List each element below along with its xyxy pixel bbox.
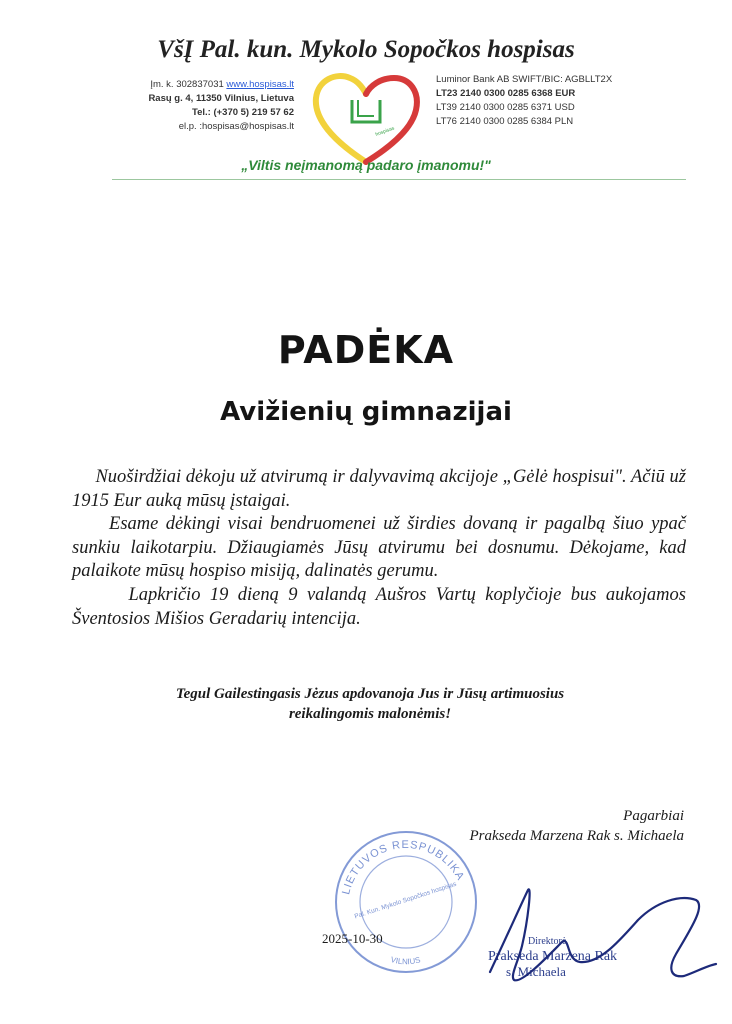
phone: Tel.: (+370 5) 219 57 62 (191, 107, 294, 118)
header-divider (112, 179, 686, 180)
paragraph-3: Lapkričio 19 dieną 9 valandą Aušros Vartų koplyčioje bus aukojamos Šventosios Mišios Geradarių intencija. (72, 584, 686, 629)
blessing-line-1: Tegul Gailestingasis Jėzus apdovanoja Jus ir Jūsų artimuosius (175, 686, 565, 702)
stamp-name: Prakseda Marzena Rak (488, 949, 618, 964)
date: 2025-10-30 (322, 931, 383, 946)
stamp-role: Direktorė (528, 936, 567, 947)
seal-bottom-text: VILNIUS (389, 954, 422, 967)
blessing (100, 684, 640, 724)
signer-name: Prakseda Marzena Rak s. Michaela (469, 828, 684, 844)
svg-text:VILNIUS (390, 955, 422, 966)
iban-pln: LT76 2140 0300 0285 6384 PLN (436, 116, 574, 127)
iban-eur: LT23 2140 0300 0285 6368 EUR (436, 88, 576, 99)
contact-block (148, 78, 294, 134)
iban-usd: LT39 2140 0300 0285 6371 USD (436, 102, 575, 113)
letter-body (72, 466, 686, 631)
stamp-name-2: s. Michaela (506, 964, 566, 979)
blessing-line-2: reikalingomis malonėmis! (288, 706, 452, 722)
paragraph-1: Nuoširdžiai dėkoju už atvirumą ir dalyvavimą akcijoje „Gėlė hospisui". Ačiū už 1915 Eur auką mūsų įstaigai. (72, 467, 687, 511)
regards: Pagarbiai (623, 808, 684, 824)
logo-text: hospisas (374, 125, 396, 138)
address: Rasų g. 4, 11350 Vilnius, Lietuva (148, 93, 294, 104)
company-code: Įm. k. 302837031 (150, 79, 224, 90)
website-link[interactable]: www.hospisas.lt (226, 79, 294, 90)
heart-logo-icon (302, 66, 430, 166)
document-title: PADĖKA (277, 328, 455, 372)
seal-inner-text: Pal. Kun. Mykolo Sopočkos hospisas (353, 880, 458, 921)
paragraph-2: Esame dėkingi visai bendruomenei už širdies dovaną ir pagalbą šiuo ypač sunkiu laikotarpiu. Džiaugiamės Jūsų atvirumu bei dosnumu. Dėkojame, kad palaikote mūsų hospiso misiją, dalinatės gerumu. (72, 514, 686, 582)
bank-details (436, 73, 612, 129)
handwritten-signature-icon (470, 880, 720, 990)
email: el.p. :hospisas@hospisas.lt (178, 121, 294, 132)
seal-outer-text: LIETUVOS RESPUBLIKA (340, 838, 467, 896)
motto: „Viltis neįmanomą padaro įmanomu!" (241, 157, 491, 173)
official-seal-icon (332, 826, 480, 974)
bank-line: Luminor Bank AB SWIFT/BIC: AGBLLT2X (436, 74, 613, 85)
recipient: Avižienių gimnazijai (220, 397, 512, 427)
closing (469, 806, 684, 846)
organization-title: VšĮ Pal. kun. Mykolo Sopočkos hospisas (157, 36, 575, 63)
